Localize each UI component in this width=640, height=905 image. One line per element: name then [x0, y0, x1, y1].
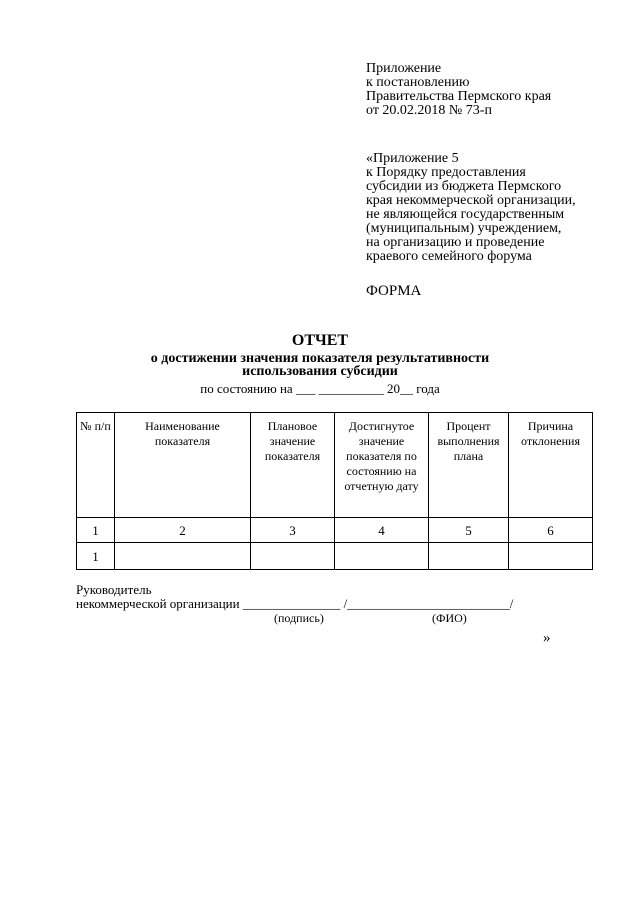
header-cell-planned: Плановое значение показателя — [251, 413, 335, 518]
appendix5-header — [366, 152, 628, 264]
table-cell — [429, 543, 509, 570]
table-cell — [115, 543, 251, 570]
table-cell: 1 — [77, 543, 115, 570]
table-cell — [335, 543, 429, 570]
column-number-cell: 6 — [509, 518, 593, 543]
header-cell-name: Наименование показателя — [115, 413, 251, 518]
header-cell-reason: Причина отклонения — [509, 413, 593, 518]
table-cell — [509, 543, 593, 570]
document-subtitle — [0, 352, 640, 378]
document-title: ОТЧЕТ — [291, 332, 349, 349]
header-cell-achieved: Достигнутое значение показателя по состоянию на отчетную дату — [335, 413, 429, 518]
appendix-header-line: к постановлению — [366, 75, 470, 90]
as-of-date-line: по состоянию на ___ __________ 20__ года — [200, 381, 440, 396]
table-cell — [251, 543, 335, 570]
signature-label: (подпись) — [274, 611, 324, 625]
subtitle-line: о достижении значения показателя результативности — [150, 351, 490, 366]
signature-labels — [76, 611, 596, 625]
appendix5-line: не являющейся государственным — [366, 207, 565, 222]
column-number-cell: 1 — [77, 518, 115, 543]
appendix-header-line: Правительства Пермского края — [366, 89, 552, 104]
name-label: (ФИО) — [432, 611, 467, 625]
column-number-cell: 4 — [335, 518, 429, 543]
appendix5-line: краевого семейного форума — [366, 249, 532, 264]
column-number-row — [77, 518, 593, 543]
appendix5-line: субсидии из бюджета Пермского — [366, 179, 562, 194]
report-table — [76, 412, 593, 570]
appendix-header — [366, 62, 626, 118]
table-header-row — [77, 413, 593, 518]
appendix-header-line: от 20.02.2018 № 73-п — [366, 103, 492, 118]
closing-quote: » — [543, 630, 551, 646]
appendix5-line: (муниципальным) учреждением, — [366, 221, 562, 236]
column-number-cell: 5 — [429, 518, 509, 543]
column-number-cell: 2 — [115, 518, 251, 543]
signature-block — [76, 583, 596, 611]
column-number-cell: 3 — [251, 518, 335, 543]
appendix5-line: края некоммерческой организации, — [366, 193, 576, 208]
header-cell-percent: Процент выполнения плана — [429, 413, 509, 518]
signature-line: некоммерческой организации _______________ /_________________________/ — [76, 596, 514, 611]
header-cell-number: № п/п — [77, 413, 115, 518]
form-label: ФОРМА — [366, 283, 422, 299]
appendix-header-line: Приложение — [366, 61, 442, 76]
appendix5-line: к Порядку предоставления — [366, 165, 526, 180]
table-row — [77, 543, 593, 570]
subtitle-line: использования субсидии — [242, 364, 398, 379]
signature-title-line: Руководитель — [76, 582, 152, 597]
appendix5-line: «Приложение 5 — [366, 151, 459, 166]
appendix5-line: на организацию и проведение — [366, 235, 545, 250]
